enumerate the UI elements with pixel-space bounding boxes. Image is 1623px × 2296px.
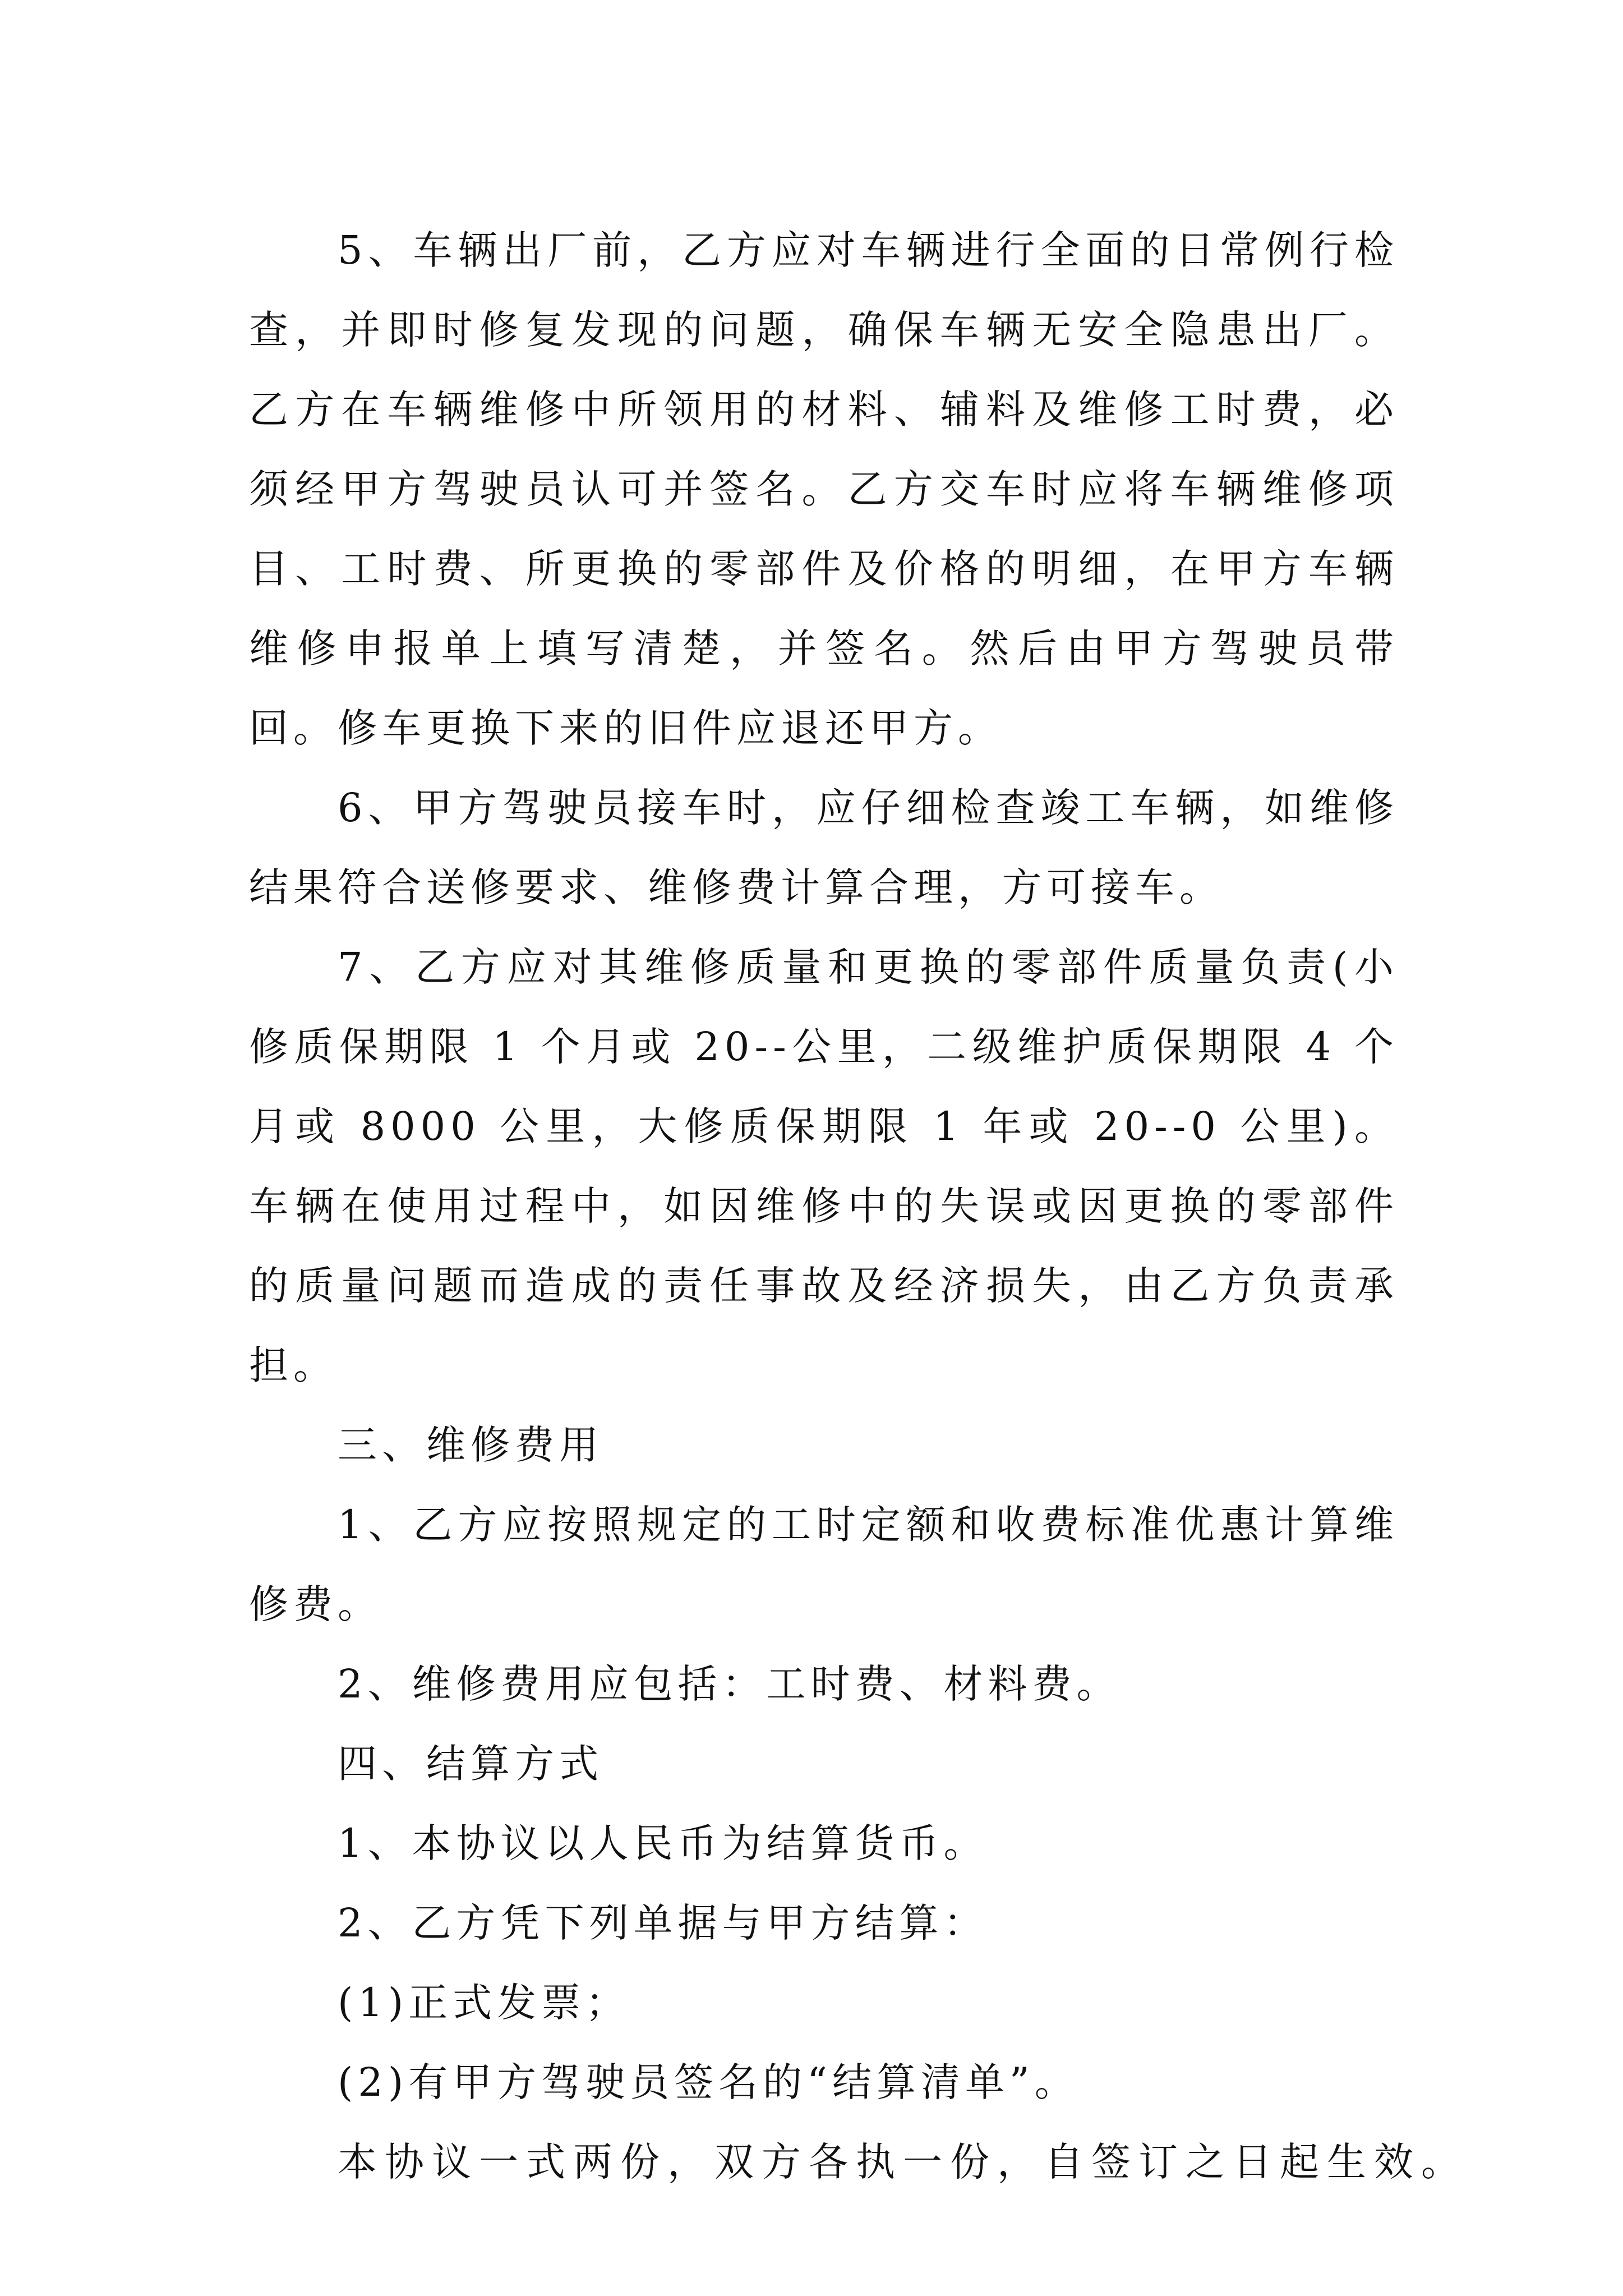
clause-7-paragraph: 7、乙方应对其维修质量和更换的零部件质量负责(小修质保期限 1 个月或 20--公里，二级维护质保期限 4 个月或 8000 公里，大修质保期限 1 年或 20--0 公里)。车辆在使用过程中，如因维修中的失误或因更换的零部件的质量问题而造成的责任事故及经济损失，由乙方负责承担。 bbox=[249, 944, 1399, 1388]
fee-clause-1-paragraph: 1、乙方应按照规定的工时定额和收费标准优惠计算维修费。 bbox=[249, 1502, 1399, 1627]
settlement-clause-2-paragraph: 2、乙方凭下列单据与甲方结算： bbox=[338, 1900, 988, 1946]
clause-5-paragraph: 5、车辆出厂前，乙方应对车辆进行全面的日常例行检查，并即时修复发现的问题，确保车辆无安全隐患出厂。乙方在车辆维修中所领用的材料、辅料及维修工时费，必须经甲方驾驶员认可并签名。乙方交车时应将车辆维修项目、工时费、所更换的零部件及价格的明细，在甲方车辆维修申报单上填写清楚，并签名。然后由甲方驾驶员带回。修车更换下来的旧件应退还甲方。 bbox=[249, 227, 1399, 751]
clause-6-paragraph: 6、甲方驾驶员接车时，应仔细检查竣工车辆，如维修结果符合送修要求、维修费计算合理，方可接车。 bbox=[249, 785, 1399, 910]
document-body bbox=[249, 210, 1468, 2202]
section-4-heading: 四、结算方式 bbox=[338, 1741, 603, 1787]
settlement-item-2: (2)有甲方驾驶员签名的“结算清单”。 bbox=[338, 2059, 1079, 2105]
section-3-heading: 三、维修费用 bbox=[338, 1422, 603, 1468]
fee-clause-2-paragraph: 2、维修费用应包括：工时费、材料费。 bbox=[338, 1661, 1121, 1707]
settlement-item-1: (1)正式发票； bbox=[338, 1980, 630, 2026]
settlement-clause-1-paragraph: 1、本协议以人民币为结算货币。 bbox=[338, 1820, 988, 1866]
closing-paragraph: 本协议一式两份，双方各执一份，自签订之日起生效。 bbox=[338, 2139, 1468, 2185]
